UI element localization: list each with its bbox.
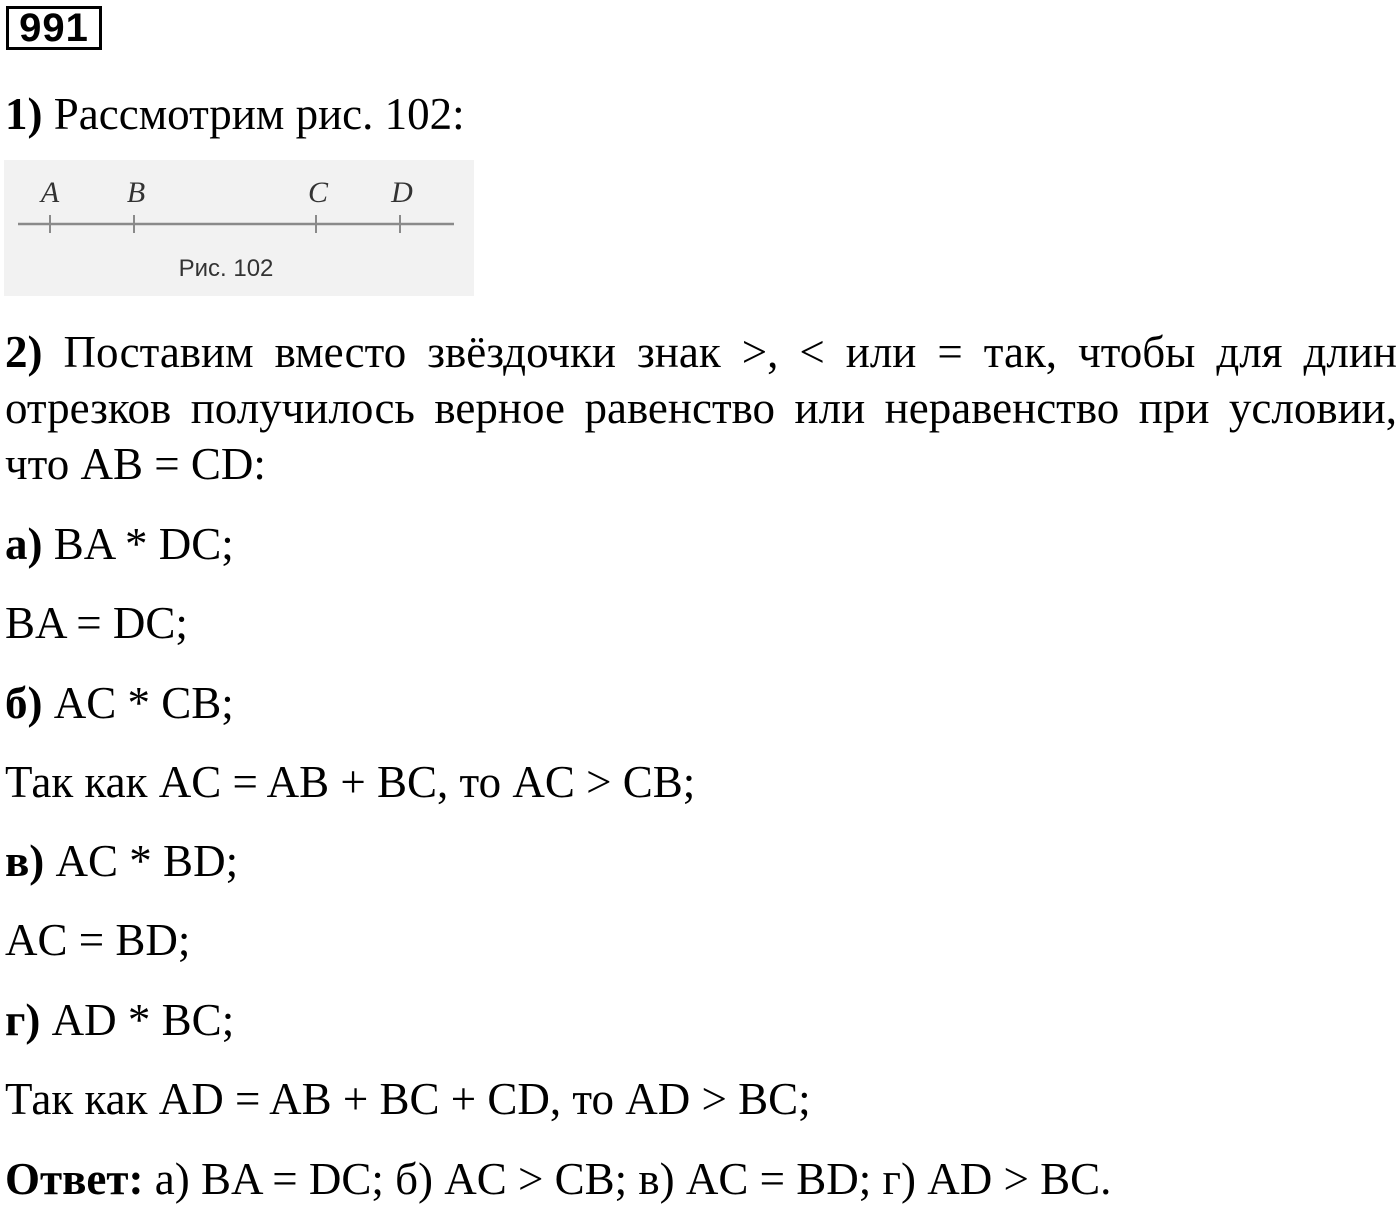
point-label-a: A <box>40 176 60 209</box>
item-a-solution: BA = DC; <box>5 598 188 648</box>
answer-label: Ответ: <box>5 1154 144 1204</box>
segment-diagram <box>4 160 474 296</box>
item-b-solution: Так как AC = AB + BC, то AC > CB; <box>5 757 696 807</box>
item-c-label: в) <box>5 836 45 886</box>
item-b-task: б) AC * CB; <box>5 678 234 728</box>
part2-paragraph <box>5 324 1397 492</box>
point-label-d: D <box>391 176 413 209</box>
point-label-b: B <box>126 176 146 209</box>
part2-label: 2) <box>5 327 43 377</box>
item-a-task: а) BA * DC; <box>5 519 234 569</box>
point-label-c: C <box>307 176 329 209</box>
part1-label: 1) <box>5 89 43 139</box>
problem-number: 991 <box>6 6 102 50</box>
part2-line1: 2) Поставим вместо звёздочки знак >, < или = так, чтобы для длин <box>5 327 1397 377</box>
part1-line <box>5 88 465 140</box>
part2-line3: что AB = CD: <box>5 439 266 489</box>
figure-102 <box>4 160 474 296</box>
part2-line2: отрезков получилось верное равенство или неравенство при условии, <box>5 383 1397 433</box>
item-d-label: г) <box>5 995 41 1045</box>
item-a-label: а) <box>5 519 43 569</box>
part1-text: Рассмотрим рис. 102: <box>53 89 465 139</box>
figure-caption: Рис. 102 <box>178 255 274 282</box>
item-d-solution: Так как AD = AB + BC + CD, то AD > BC; <box>5 1074 811 1124</box>
item-c-task: в) AC * BD; <box>5 836 239 886</box>
item-d-task: г) AD * BC; <box>5 995 235 1045</box>
item-b-label: б) <box>5 678 43 728</box>
answer-text: а) BA = DC; б) AC > CB; в) AC = BD; г) AD > BC. <box>154 1154 1112 1204</box>
answer-line <box>5 1153 1111 1205</box>
item-c-solution: AC = BD; <box>5 915 191 965</box>
